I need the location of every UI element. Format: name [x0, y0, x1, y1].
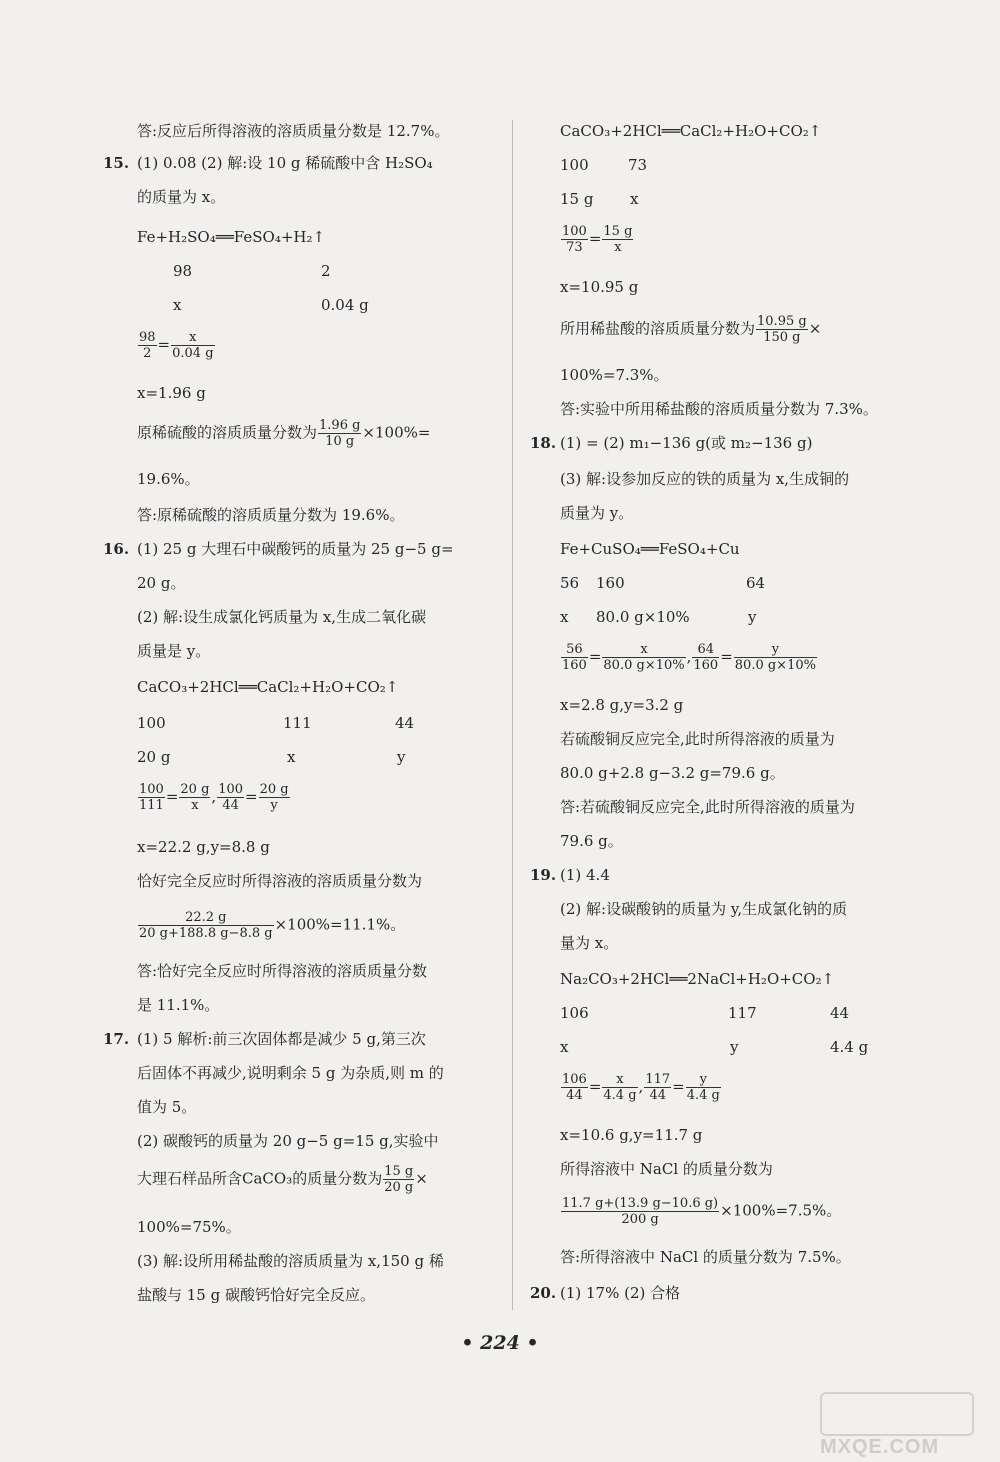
molar-mass: 160	[596, 574, 625, 592]
question-number-15: 15.	[103, 154, 130, 172]
question-number-20: 20.	[530, 1284, 557, 1302]
text-line: 所得溶液中 NaCl 的质量分数为	[560, 1160, 773, 1178]
answer-line: 答:若硫酸铜反应完全,此时所得溶液的质量为	[560, 798, 855, 816]
answer-line: 答:恰好完全反应时所得溶液的溶质质量分数	[137, 962, 428, 980]
percentage-line: $\frac{11.7 g+(13.9 g-10.6 g)}{200 g}$ ×100%=7.5%。	[562, 1196, 842, 1227]
quantity: 20 g	[137, 748, 171, 766]
text-line: (1) 5 解析:前三次固体都是减少 5 g,第三次	[137, 1030, 426, 1048]
text-line: 19.6%。	[137, 470, 200, 488]
text-line: (3) 解:设所用稀盐酸的溶质质量为 x,150 g 稀	[137, 1252, 444, 1270]
watermark-text: MXQE.COM	[820, 1436, 940, 1458]
text-line: 100%=75%。	[137, 1218, 241, 1236]
text-line: 后固体不再减少,说明剩余 5 g 为杂质,则 m 的	[137, 1064, 444, 1082]
text-line: (2) 解:设生成氯化钙质量为 x,生成二氧化碳	[137, 608, 427, 626]
fraction: $\frac{15 g}{x}$	[603, 224, 633, 255]
fraction: $\frac{11.7 g+(13.9 g-10.6 g)}{200 g}$	[562, 1196, 719, 1227]
molar-mass: 100	[560, 156, 589, 174]
text-line: 的质量为 x。	[137, 188, 226, 206]
proportion: $\frac{100}{111}$ = $\frac{20 g}{x}$ , $\frac{100}{44}$ = $\frac{20 g}{y}$	[139, 782, 289, 813]
fraction: $\frac{106}{44}$	[562, 1072, 587, 1103]
text-line: 盐酸与 15 g 碳酸钙恰好完全反应。	[137, 1286, 375, 1304]
percentage-line: 原稀硫酸的溶质质量分数为 $\frac{1.96 g}{10 g}$ ×100%=	[137, 418, 431, 449]
proportion: $\frac{98}{2}$ = $\frac{x}{0.04 g}$	[139, 330, 214, 361]
fraction: $\frac{15 g}{20 g}$	[384, 1164, 414, 1195]
question-number-16: 16.	[103, 540, 130, 558]
text-line: (1) 25 g 大理石中碳酸钙的质量为 25 g−5 g=	[137, 540, 454, 558]
percentage-line: 大理石样品所含CaCO₃的质量分数为 $\frac{15 g}{20 g}$ ×	[137, 1164, 428, 1195]
text-line: 100%=7.3%。	[560, 366, 669, 384]
result-line: x=2.8 g,y=3.2 g	[560, 696, 684, 714]
chemical-equation: Fe+H₂SO₄══FeSO₄+H₂↑	[137, 228, 326, 246]
text-line: (2) 碳酸钙的质量为 20 g−5 g=15 g,实验中	[137, 1132, 439, 1150]
text-line: 值为 5。	[137, 1098, 197, 1116]
molar-mass: 56	[560, 574, 580, 592]
fraction: $\frac{100}{111}$	[139, 782, 164, 813]
text-line: (1) 4.4	[560, 866, 610, 884]
variable: x	[630, 190, 639, 208]
fraction: $\frac{56}{160}$	[562, 642, 587, 673]
result-line: x=22.2 g,y=8.8 g	[137, 838, 270, 856]
fraction: $\frac{1.96 g}{10 g}$	[319, 418, 361, 449]
chemical-equation: CaCO₃+2HCl══CaCl₂+H₂O+CO₂↑	[137, 678, 399, 696]
percentage-line: $\frac{22.2 g}{20 g+188.8 g-8.8 g}$ ×100%=11.1%。	[139, 910, 406, 941]
fraction: $\frac{y}{4.4 g}$	[686, 1072, 720, 1103]
fraction: $\frac{x}{0.04 g}$	[172, 330, 214, 361]
fraction: $\frac{98}{2}$	[139, 330, 156, 361]
text-line: 恰好完全反应时所得溶液的溶质质量分数为	[137, 872, 423, 890]
fraction: $\frac{10.95 g}{150 g}$	[757, 314, 807, 345]
fraction: $\frac{x}{4.4 g}$	[603, 1072, 637, 1103]
fraction: $\frac{100}{44}$	[218, 782, 244, 813]
molar-mass: 98	[173, 262, 193, 280]
quantity: 4.4 g	[830, 1038, 869, 1056]
variable: x	[173, 296, 182, 314]
text-line: (1) 0.08 (2) 解:设 10 g 稀硫酸中含 H₂SO₄	[137, 154, 433, 172]
text-line: 质量为 y。	[560, 504, 634, 522]
percentage-line: 所用稀盐酸的溶质质量分数为 $\frac{10.95 g}{150 g}$ ×	[560, 314, 822, 345]
answer-line: 答:实验中所用稀盐酸的溶质质量分数为 7.3%。	[560, 400, 878, 418]
fraction: $\frac{20 g}{x}$	[180, 782, 210, 813]
text-line: 80.0 g+2.8 g−3.2 g=79.6 g。	[560, 764, 785, 782]
variable: x	[560, 608, 569, 626]
text-line: 若硫酸铜反应完全,此时所得溶液的质量为	[560, 730, 835, 748]
result-line: x=10.6 g,y=11.7 g	[560, 1126, 703, 1144]
text-line: 是 11.1%。	[137, 996, 220, 1014]
text-line: 79.6 g。	[560, 832, 623, 850]
variable: x	[287, 748, 296, 766]
column-divider	[512, 120, 513, 1310]
result-line: x=10.95 g	[560, 278, 639, 296]
text-line: 20 g。	[137, 574, 186, 592]
fraction: $\frac{117}{44}$	[645, 1072, 671, 1103]
text-line: 质量是 y。	[137, 642, 211, 660]
variable: y	[748, 608, 757, 626]
proportion: $\frac{100}{73}$ = $\frac{15 g}{x}$	[562, 224, 633, 255]
watermark-logo	[820, 1392, 995, 1460]
answer-line: 答:反应后所得溶液的溶质质量分数是 12.7%。	[137, 122, 450, 140]
molar-mass: 73	[628, 156, 648, 174]
fraction: $\frac{y}{80.0 g\times 10\%}$	[734, 642, 816, 673]
molar-mass: 111	[283, 714, 312, 732]
quantity: 15 g	[560, 190, 594, 208]
answer-line: 答:所得溶液中 NaCl 的质量分数为 7.5%。	[560, 1248, 851, 1266]
fraction: $\frac{100}{73}$	[562, 224, 587, 255]
variable: x	[560, 1038, 569, 1056]
text-line: (1) 17% (2) 合格	[560, 1284, 681, 1302]
page-number: • 224 •	[461, 1332, 539, 1354]
question-number-17: 17.	[103, 1030, 130, 1048]
quantity: 80.0 g×10%	[596, 608, 690, 626]
molar-mass: 44	[395, 714, 415, 732]
proportion: $\frac{56}{160}$ = $\frac{x}{80.0 g\times 10\%}$ , $\frac{64}{160}$ = $\frac{y}{80.0 g\times 10\%}$	[562, 642, 816, 673]
chemical-equation: Fe+CuSO₄══FeSO₄+Cu	[560, 540, 740, 558]
chemical-equation: CaCO₃+2HCl══CaCl₂+H₂O+CO₂↑	[560, 122, 822, 140]
watermark-frame	[820, 1392, 974, 1436]
molar-mass: 64	[746, 574, 766, 592]
variable: y	[397, 748, 406, 766]
text-line: (2) 解:设碳酸钠的质量为 y,生成氯化钠的质	[560, 900, 848, 918]
fraction: $\frac{20 g}{y}$	[259, 782, 289, 813]
text-line: 量为 x。	[560, 934, 619, 952]
chemical-equation: Na₂CO₃+2HCl══2NaCl+H₂O+CO₂↑	[560, 970, 835, 988]
proportion: $\frac{106}{44}$ = $\frac{x}{4.4 g}$ , $\frac{117}{44}$ = $\frac{y}{4.4 g}$	[562, 1072, 720, 1103]
molar-mass: 44	[830, 1004, 850, 1022]
result-line: x=1.96 g	[137, 384, 206, 402]
quantity: 0.04 g	[321, 296, 369, 314]
answer-line: 答:原稀硫酸的溶质质量分数为 19.6%。	[137, 506, 405, 524]
variable: y	[730, 1038, 739, 1056]
fraction: $\frac{64}{160}$	[693, 642, 719, 673]
question-number-18: 18.	[530, 434, 557, 452]
fraction: $\frac{22.2 g}{20 g+188.8 g-8.8 g}$	[139, 910, 273, 941]
question-number-19: 19.	[530, 866, 557, 884]
molar-mass: 117	[728, 1004, 757, 1022]
fraction: $\frac{x}{80.0 g\times 10\%}$	[603, 642, 685, 673]
molar-mass: 106	[560, 1004, 589, 1022]
molar-mass: 100	[137, 714, 166, 732]
text-line: (3) 解:设参加反应的铁的质量为 x,生成铜的	[560, 470, 850, 488]
molar-mass: 2	[321, 262, 331, 280]
text-line: (1) = (2) m₁−136 g(或 m₂−136 g)	[560, 434, 813, 452]
